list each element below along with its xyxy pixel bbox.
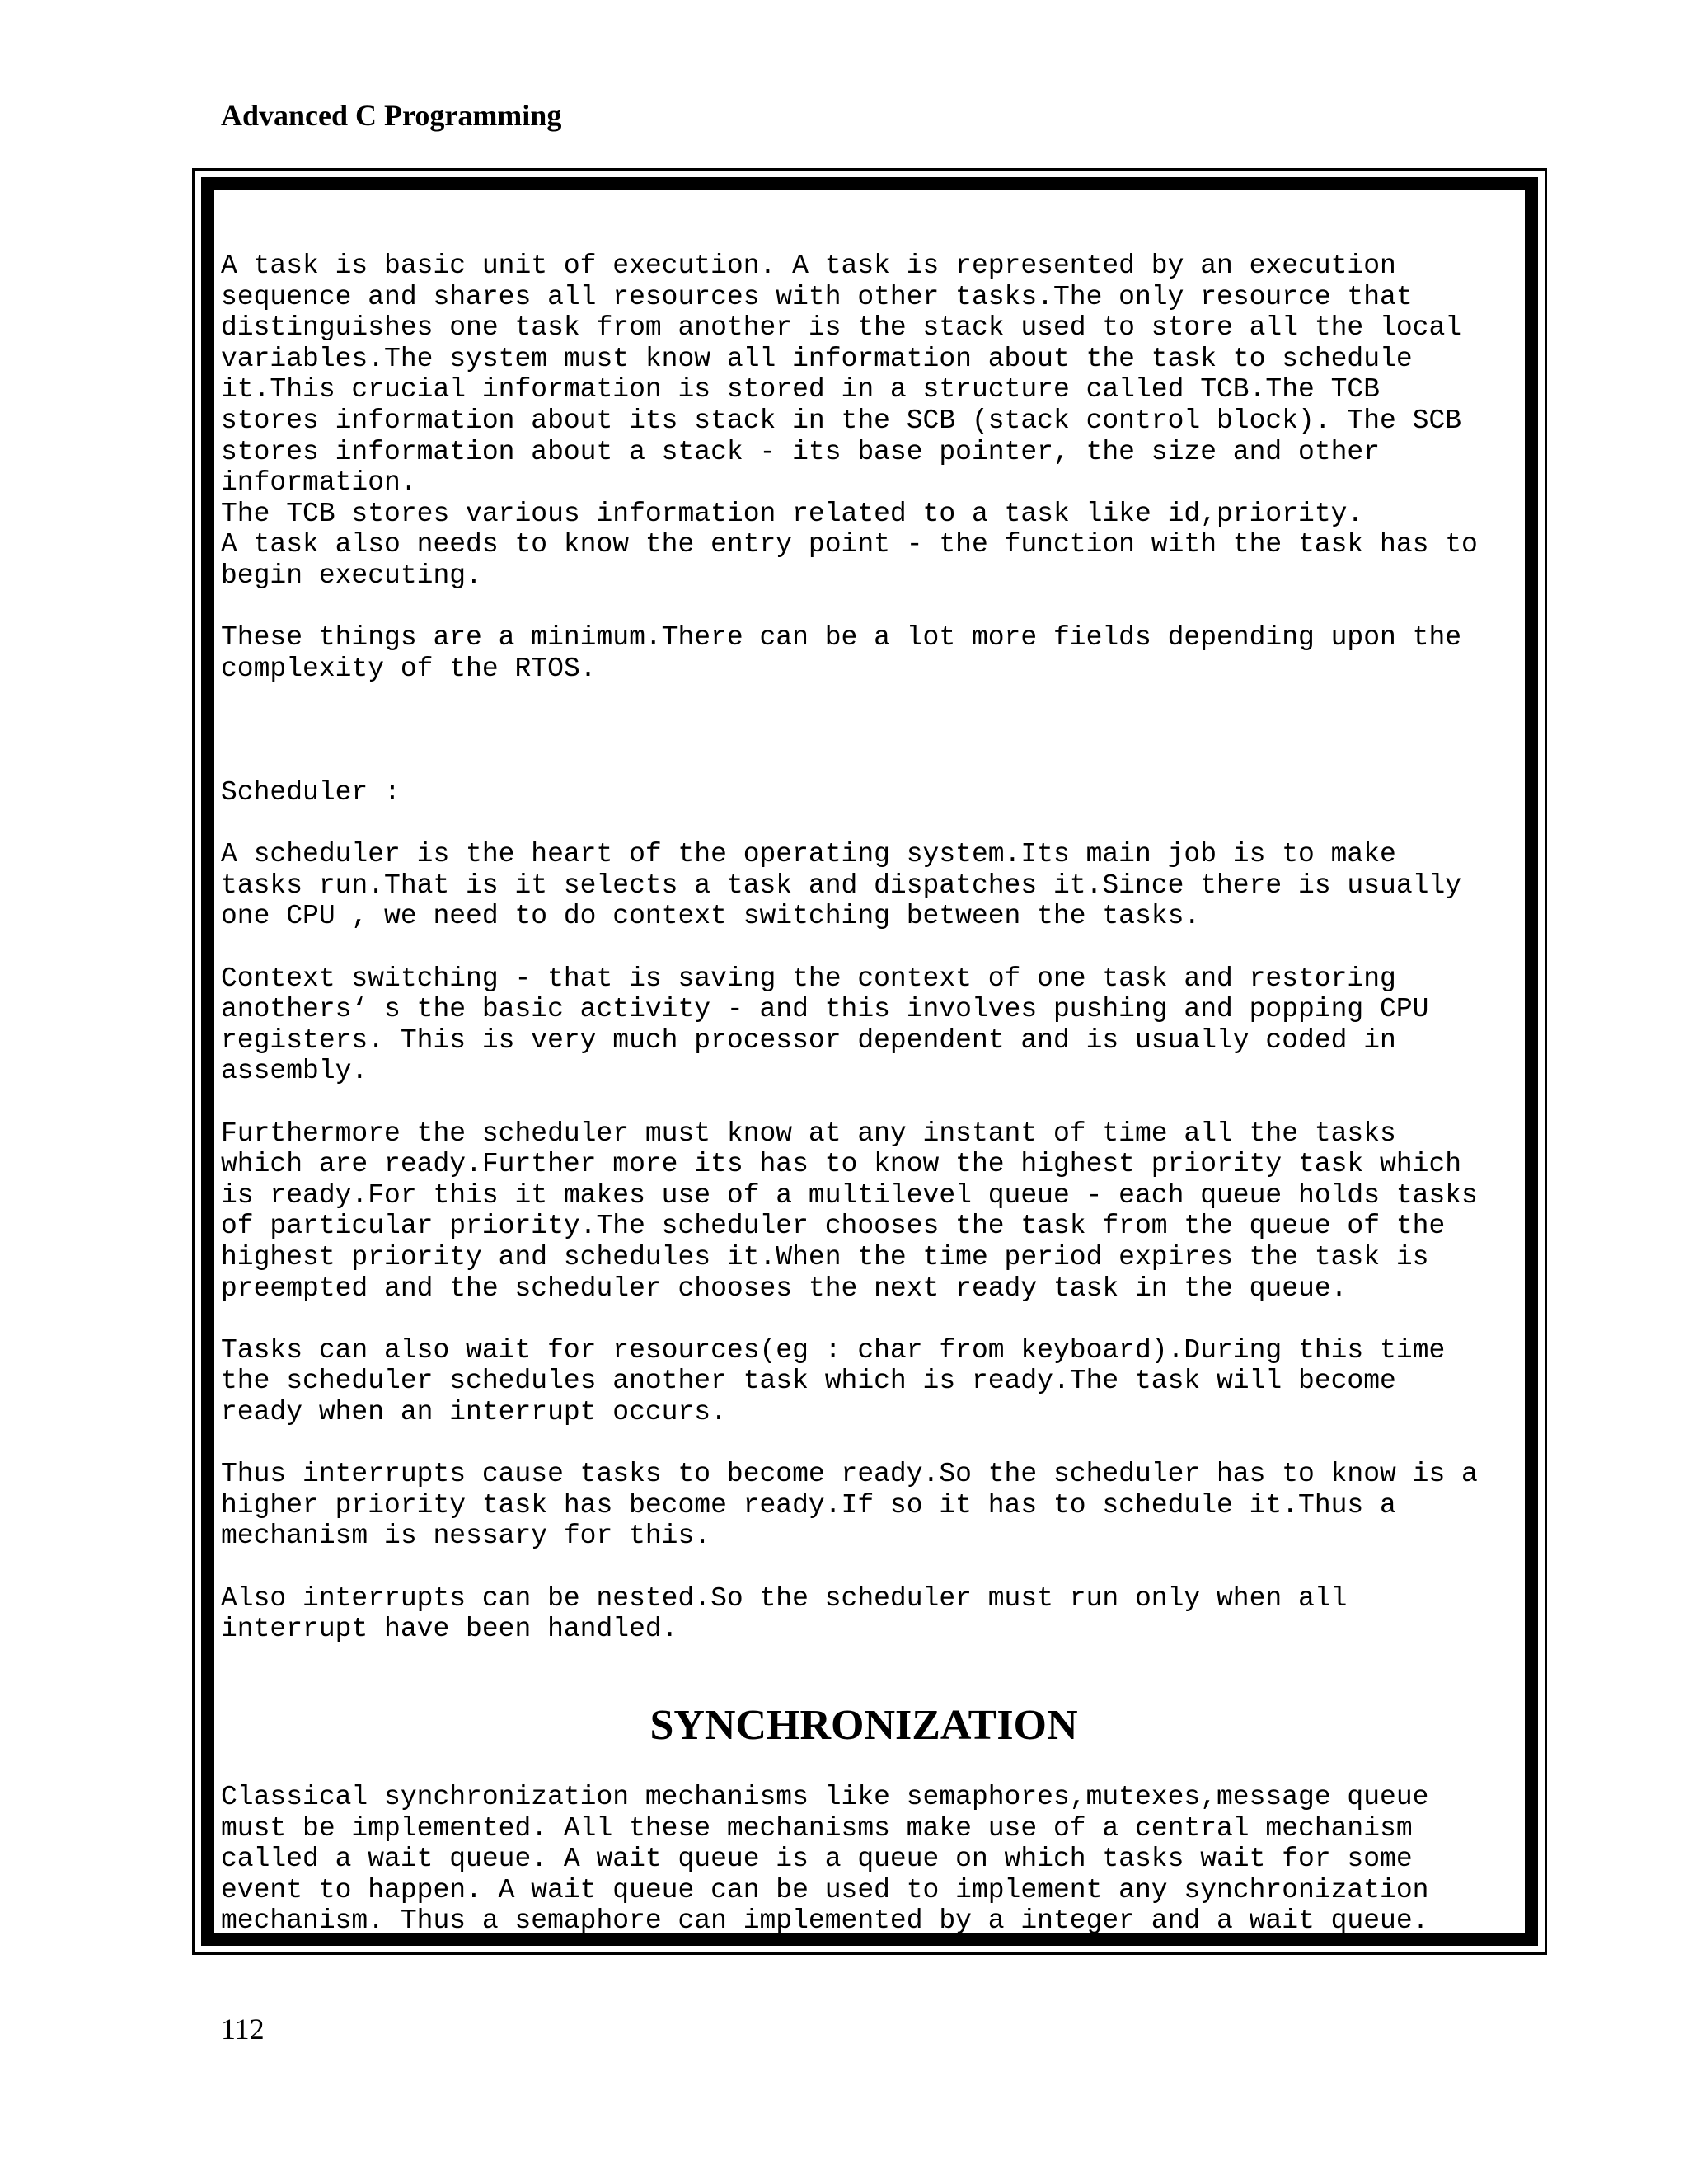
page-number: 112 [221,2013,265,2046]
synchronization-text: Classical synchronization mechanisms like semaphores,mutexes,message queue must be implemented. All these mechanisms make use of a central mechanism called a wait queue. A wait queue is a queue on which tasks wait for some event to happen. A wait queue can be used to implement any synchronization mechanism. Thus a semaphore can implemented by a integer and a wait queue. [221,1782,1429,1937]
main-content [221,251,1507,1645]
section-heading: SYNCHRONIZATION [649,1702,1078,1749]
body-text: A task is basic unit of execution. A task is represented by an execution sequence and shares all resources with other tasks.The only resource that distinguishes one task from another is the stack used to store all the local variables.The system must know all information about the task to schedule it.This crucial information is stored in a structure called TCB.The TCB stores information about its stack in the SCB (stack control block). The SCB stores information about a stack - its base pointer, the size and other information. The TCB stores various information related to a task like id,priority. A task also needs to know the entry point - the function with the task has to begin executing. These things are a minimum.There can be a lot more fields depending upon the complexity of the RTOS. Scheduler : A scheduler is the heart of the operating system.Its main job is to make tasks run.That is it selects a task and dispatches it.Since there is usually one CPU , we need to do context switching between the tasks. Context switching - that is saving the context of one task and restoring anothers‘ s the basic activity - and this involves pushing and popping CPU registers. This is very much processor dependent and is usually coded in assembly. Furthermore the scheduler must know at any instant of time all the tasks which are ready.Further more its has to know the highest priority task which is ready.For this it makes use of a multilevel queue - each queue holds tasks of particular priority.The scheduler chooses the task from the queue of the highest priority and schedules it.When the time period expires the task is preempted and the scheduler chooses the next ready task in the queue. Tasks can also wait for resources(eg : char from keyboard).During this time the scheduler schedules another task which is ready.The task will become ready when an interrupt occurs. Thus interrupts cause tasks to become ready.So the scheduler has to know is a higher priority task has become ready.If so it has to schedule it.Thus a mechanism is nessary for this. Also interrupts can be nested.So the scheduler must run only when all interrupt have been handled. [221,251,1478,1645]
synchronization-section [221,1782,1507,1937]
running-header: Advanced C Programming [221,99,562,132]
